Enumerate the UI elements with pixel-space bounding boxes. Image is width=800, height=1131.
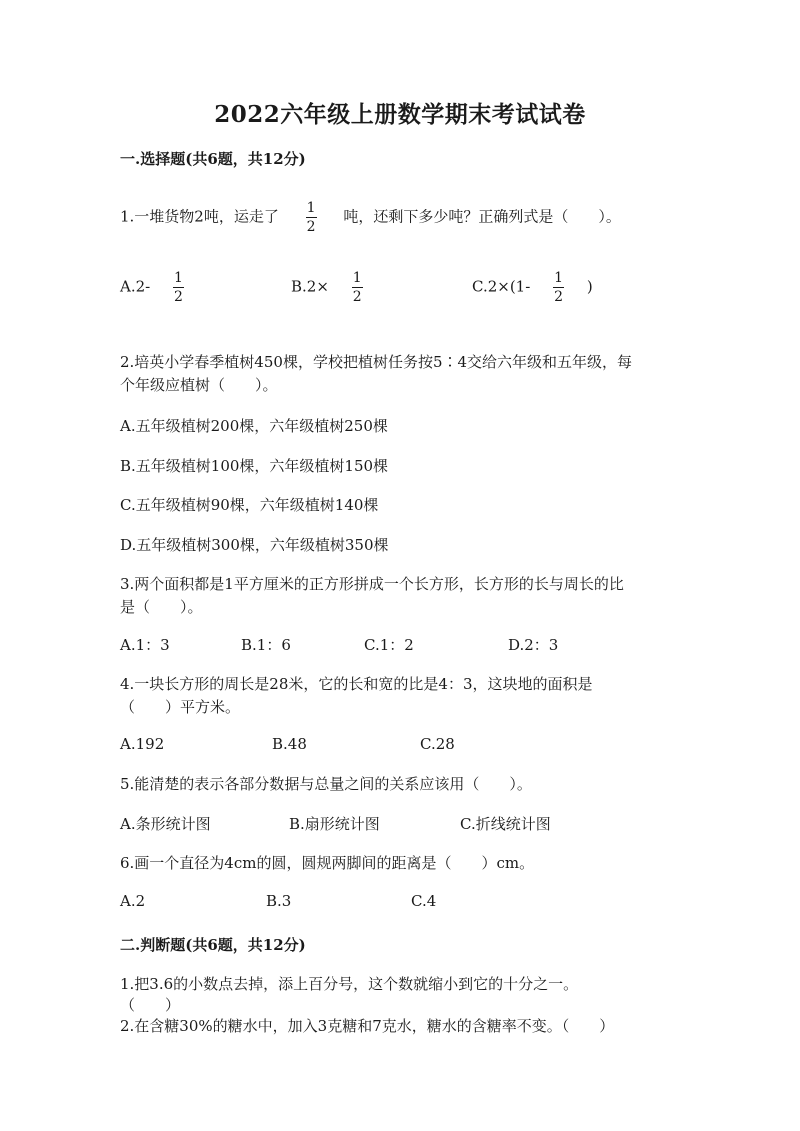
question-1-prefix: 1.一堆货物2吨，运走了 xyxy=(120,207,279,226)
option-a: A.五年级植树200棵，六年级植树250棵 xyxy=(120,417,388,435)
page-title: 2022六年级上册数学期末考试试卷 xyxy=(214,101,586,128)
judge-question-1-line-1: 1.把3.6的小数点去掉，添上百分号，这个数就缩小到它的十分之一。 xyxy=(120,975,579,993)
option-c-text: C.2×(1- xyxy=(472,277,531,296)
fraction-half xyxy=(306,200,317,235)
question-2-line-1: 2.培英小学春季植树450棵，学校把植树任务按5∶4交给六年级和五年级，每 xyxy=(120,353,633,371)
question-1-suffix: 吨，还剩下多少吨？正确列式是（ ）。 xyxy=(343,207,621,226)
option-c: C.折线统计图 xyxy=(460,815,551,833)
option-b: B.48 xyxy=(272,735,307,753)
question-3-line-1: 3.两个面积都是1平方厘米的正方形拼成一个长方形，长方形的长与周长的比 xyxy=(120,575,624,593)
option-b xyxy=(291,270,363,305)
fraction-numerator: 1 xyxy=(554,270,564,286)
fraction-numerator: 1 xyxy=(174,270,183,286)
fraction-denominator: 2 xyxy=(554,289,564,305)
option-a-text: A.2- xyxy=(120,277,151,296)
option-d: D.五年级植树300棵，六年级植树350棵 xyxy=(120,536,389,554)
option-c: C.1：2 xyxy=(364,636,414,654)
option-a: A.1：3 xyxy=(120,636,170,654)
option-b: B.3 xyxy=(266,892,292,910)
option-a xyxy=(120,270,184,305)
option-a: A.2 xyxy=(120,892,146,910)
section-heading-true-false: 二.判断题(共6题，共12分) xyxy=(120,936,306,954)
fraction-numerator: 1 xyxy=(352,270,362,286)
question-4-line-2: （ ）平方米。 xyxy=(120,698,241,716)
option-b: B.五年级植树100棵，六年级植树150棵 xyxy=(120,457,389,475)
question-5: 5.能清楚的表示各部分数据与总量之间的关系应该用（ ）。 xyxy=(120,775,532,793)
option-c: C.五年级植树90棵，六年级植树140棵 xyxy=(120,496,379,514)
question-6: 6.画一个直径为4cm的圆，圆规两脚间的距离是（ ）cm。 xyxy=(120,854,535,872)
option-c xyxy=(472,270,593,305)
question-3-line-2: 是（ ）。 xyxy=(120,598,203,616)
option-a: A.条形统计图 xyxy=(120,815,211,833)
question-1 xyxy=(120,200,621,235)
option-c: C.28 xyxy=(420,735,455,753)
fraction-denominator: 2 xyxy=(352,289,362,305)
option-b-text: B.2× xyxy=(291,277,329,296)
option-b: B.扇形统计图 xyxy=(289,815,380,833)
option-c-suffix: ) xyxy=(586,277,593,296)
fraction-half xyxy=(352,270,363,305)
judge-question-1-line-2: （ ） xyxy=(120,996,181,1014)
fraction-half xyxy=(553,270,564,305)
question-4-line-1: 4.一块长方形的周长是28米，它的长和宽的比是4：3，这块地的面积是 xyxy=(120,675,593,693)
question-2-line-2: 个年级应植树（ ）。 xyxy=(120,376,278,394)
option-b: B.1：6 xyxy=(241,636,291,654)
fraction-denominator: 2 xyxy=(306,219,316,235)
fraction-denominator: 2 xyxy=(174,289,183,305)
option-a: A.192 xyxy=(120,735,165,753)
fraction-numerator: 1 xyxy=(306,200,316,216)
judge-question-2: 2.在含糖30%的糖水中，加入3克糖和7克水，糖水的含糖率不变。（ ） xyxy=(120,1017,615,1035)
fraction-half xyxy=(173,270,184,305)
option-c: C.4 xyxy=(411,892,437,910)
option-d: D.2：3 xyxy=(508,636,559,654)
section-heading-choice: 一.选择题(共6题，共12分) xyxy=(120,150,306,168)
